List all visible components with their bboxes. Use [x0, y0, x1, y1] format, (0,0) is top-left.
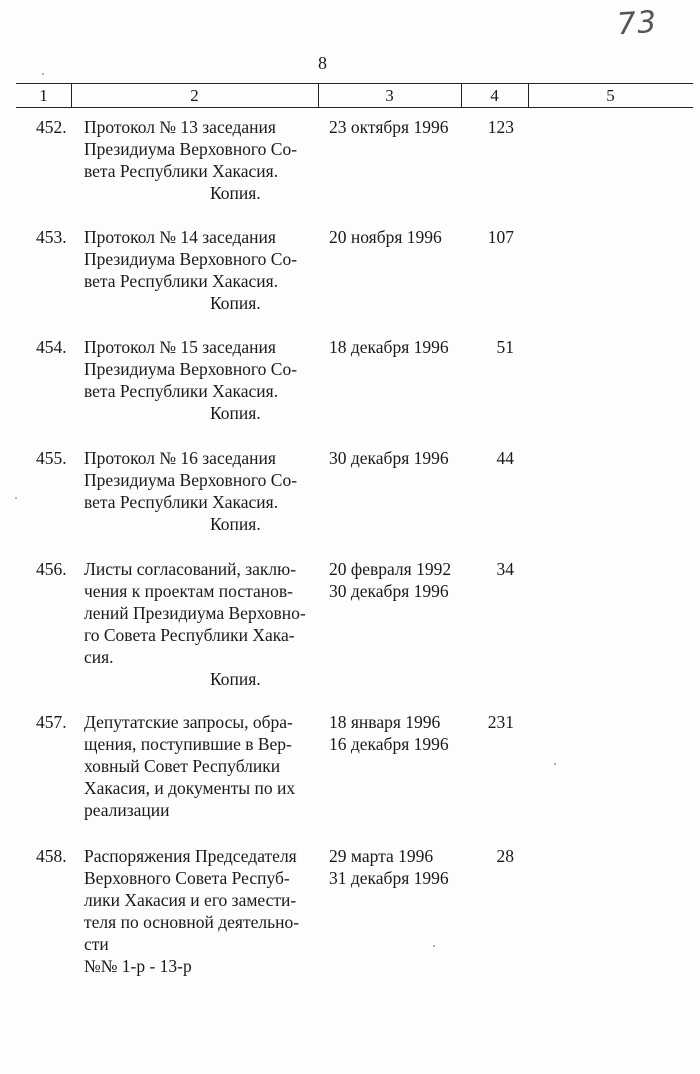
entry-title — [84, 116, 324, 204]
entry-title-line: Протокол № 16 заседания — [84, 448, 276, 468]
scan-speck — [554, 763, 556, 765]
entry-title — [84, 558, 324, 690]
entry-number: 455. — [36, 448, 67, 468]
column-header-1: 1 — [39, 86, 48, 105]
entry-dates — [329, 711, 449, 755]
scan-speck — [15, 497, 17, 499]
header-bottom-rule — [16, 107, 693, 108]
entry-title-line: №№ 1-р - 13-р — [84, 956, 192, 976]
entry-dates — [329, 336, 449, 358]
entry-sheet-count: 28 — [496, 846, 514, 866]
entry-title-line: ховный Совет Республики — [84, 756, 281, 776]
scan-speck — [433, 945, 435, 947]
entry-date: 20 февраля 1992 — [329, 559, 452, 579]
copy-mark: Копия. — [210, 293, 261, 313]
entry-title-line: вета Республики Хакасия. — [84, 161, 279, 181]
entry-date: 30 декабря 1996 — [329, 581, 449, 601]
entry-title-line: Президиума Верховного Со- — [84, 139, 298, 159]
entry-title-line: Листы согласований, заклю- — [84, 559, 297, 579]
entry-number: 458. — [36, 846, 67, 866]
entry-title-line: сти — [84, 934, 109, 954]
header-top-rule — [16, 83, 693, 84]
entry-number: 454. — [36, 337, 67, 357]
entry-date: 30 декабря 1996 — [329, 448, 449, 468]
entry-sheet-count: 107 — [487, 227, 514, 247]
entry-dates — [329, 116, 448, 138]
scan-speck — [42, 73, 44, 75]
entry-dates — [329, 558, 451, 602]
entry-date: 20 ноября 1996 — [329, 227, 442, 247]
column-header-2: 2 — [190, 86, 199, 105]
entry-title-line: Протокол № 14 заседания — [84, 227, 276, 247]
entry-title-line: реализации — [84, 800, 170, 820]
entry-number: 452. — [36, 117, 67, 137]
entry-sheet-count: 51 — [496, 337, 514, 357]
entry-title-line: теля по основной деятельно- — [84, 912, 300, 932]
entry-title-line: вета Республики Хакасия. — [84, 492, 279, 512]
entry-sheet-count: 34 — [496, 559, 514, 579]
entry-title-line: лики Хакасия и его замести- — [84, 890, 297, 910]
entry-sheet-count: 123 — [487, 117, 514, 137]
entry-date: 18 декабря 1996 — [329, 337, 449, 357]
entry-title-line: Верховного Совета Респуб- — [84, 868, 290, 888]
column-header-3: 3 — [385, 86, 394, 105]
entry-title-line: Протокол № 13 заседания — [84, 117, 276, 137]
entry-title-line: Протокол № 15 заседания — [84, 337, 276, 357]
entry-dates — [329, 447, 449, 469]
entry-title-line: го Совета Республики Хака- — [84, 625, 295, 645]
copy-mark: Копия. — [210, 669, 261, 689]
entry-title-line: Депутатские запросы, обра- — [84, 712, 293, 732]
entry-title-line: вета Республики Хакасия. — [84, 381, 279, 401]
copy-mark: Копия. — [210, 183, 261, 203]
column-header-4: 4 — [490, 86, 499, 105]
entry-title-line: чения к проектам постанов- — [84, 581, 293, 601]
archive-sheet-number: 73 — [615, 4, 659, 43]
entry-title-line: сия. — [84, 647, 114, 667]
entry-date: 31 декабря 1996 — [329, 868, 449, 888]
copy-mark: Копия. — [210, 514, 261, 534]
entry-sheet-count: 231 — [487, 712, 514, 732]
entry-date: 29 марта 1996 — [329, 846, 434, 866]
entry-dates — [329, 845, 449, 889]
entry-title-line: Президиума Верховного Со- — [84, 249, 298, 269]
entry-title-line: Хакасия, и документы по их — [84, 778, 296, 798]
entry-title-line: Президиума Верховного Со- — [84, 359, 298, 379]
entry-title-line: лений Президиума Верховно- — [84, 603, 306, 623]
entry-title-line: вета Республики Хакасия. — [84, 271, 279, 291]
entry-title — [84, 336, 324, 424]
entry-sheet-count: 44 — [496, 448, 514, 468]
entry-date: 18 января 1996 — [329, 712, 441, 732]
entry-date: 23 октября 1996 — [329, 117, 449, 137]
entry-number: 457. — [36, 712, 67, 732]
entry-number: 456. — [36, 559, 67, 579]
entry-title-line: Распоряжения Председателя — [84, 846, 297, 866]
entry-title — [84, 226, 324, 314]
entry-title-line: щения, поступившие в Вер- — [84, 734, 292, 754]
entry-title — [84, 447, 324, 535]
entry-date: 16 декабря 1996 — [329, 734, 449, 754]
entry-number: 453. — [36, 227, 67, 247]
column-header-5: 5 — [606, 86, 615, 105]
entry-title — [84, 711, 324, 821]
copy-mark: Копия. — [210, 403, 261, 423]
entry-title — [84, 845, 324, 977]
entry-title-line: Президиума Верховного Со- — [84, 470, 298, 490]
entry-dates — [329, 226, 442, 248]
page-number: 8 — [318, 53, 327, 73]
